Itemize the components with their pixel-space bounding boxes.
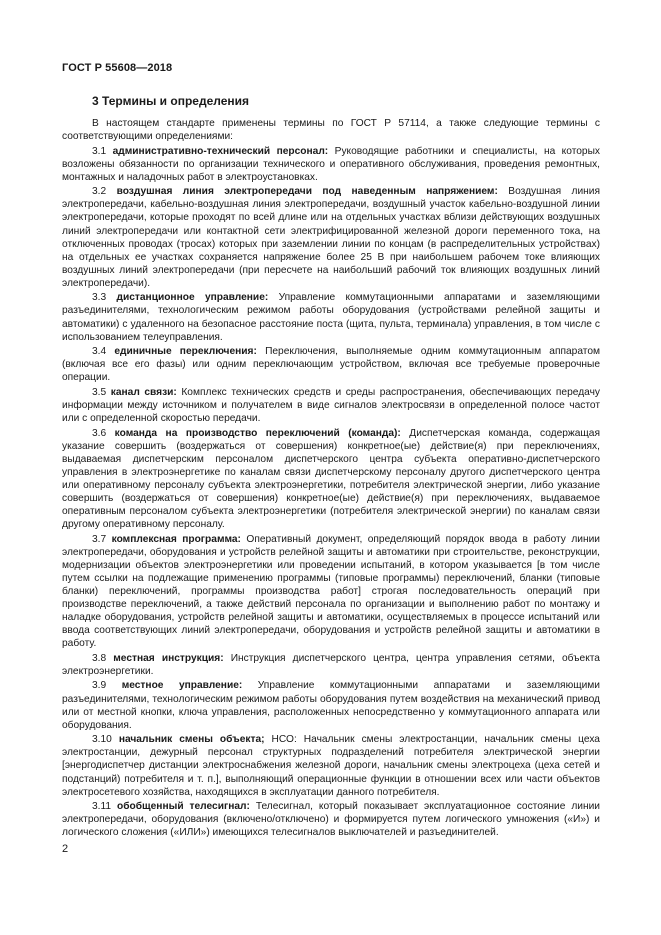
- page-number: 2: [62, 843, 69, 855]
- term-title: начальник смены объекта;: [118, 734, 265, 746]
- term-number: 3.5: [92, 386, 107, 398]
- term-definition: НСО: Начальник смены электростанции, начальник смены цеха электростанции, дежурный персонал структурных подразделений потребителя электрической энергии [энергодиспетчер дистанции электроснабжения железной дороги, начальник смены электроцеха (цеха сетей и подстанций) потребителя и т. п.], выполняющий операционные функции в отношении всех или части объектов электросетевого хозяйства, находящихся в эксплуатации данного потребителя.: [62, 734, 600, 798]
- term-title: канал связи:: [110, 386, 177, 398]
- term-title: местная инструкция:: [113, 652, 224, 664]
- term-number: 3.11: [92, 801, 112, 813]
- term-definition: Управление коммутационными аппаратами и заземляющими разъединителями, технологическим режимом работы оборудования (устройствами релейной защиты и автоматики) с удаленного на безопасное расстояние поста (щита, пульта, терминала) управления, в том числе с использованием телеуправления.: [62, 292, 600, 343]
- term-definition: Переключения, выполняемые одним коммутационным аппаратом (включая все его фазы) или одним переключающим устройством, включая все требуемые проверочные операции.: [62, 346, 600, 384]
- term-title: обобщенный телесигнал:: [117, 801, 250, 813]
- term-definition: Телесигнал, который показывает эксплуатационное состояние линии электропередачи, оборудования (включено/отключено) и формируется путем логического умножения («И») и логического сложения («ИЛИ») имеющихся телесигналов выключателей и разъединителей.: [62, 801, 600, 839]
- term-definition: Воздушная линия электропередачи, кабельно-воздушная линия электропередачи, воздушный участок кабельно-воздушной линии электропередачи, которые проходят по всей длине или на отдельных участках вблизи действующих воздушных линий электропередачи или контактной сети электрифицированной железной дороги переменного тока, на отключенных проводах (тросах) которых при заземлении линии по концам (в распределительных устройствах) на отдельных ее участках сохраняется напряжение более 25 В при наибольшем рабочем токе влияющих воздушных линий электропередачи (при пересчете на наибольший рабочий ток влияющих воздушных линий электропередачи).: [62, 186, 600, 289]
- term-number: 3.1: [92, 145, 107, 157]
- term-entry: [62, 427, 600, 532]
- term-entry: [62, 533, 600, 651]
- term-definition: Оперативный документ, определяющий порядок ввода в работу линии электропередачи, оборудования и устройств релейной защиты и автоматики при строительстве, реконструкции, модернизации объектов электроэнергетики или проведении испытаний, в котором указывается [в том числе путем ссылки на подлежащие применению программы (типовые программы) переключений, бланки (типовые бланки) переключений, программы производства работ] строгая последовательность операций при производстве переключений, а также действий персонала по организации и выполнению работ по монтажу и наладке оборудования, устройств релейной защиты и автоматики, осуществляемых в процессе испытаний или ввода соответствующих линий электропередачи, оборудования и устройств релейной защиты и автоматики в работу.: [62, 533, 600, 650]
- term-number: 3.7: [92, 533, 107, 545]
- terms-list: [62, 145, 600, 840]
- term-entry: [62, 345, 600, 384]
- term-title: местное управление:: [121, 680, 243, 692]
- term-title: дистанционное управление:: [116, 292, 269, 304]
- document-header: ГОСТ Р 55608—2018: [62, 62, 173, 74]
- term-entry: [62, 733, 600, 798]
- term-number: 3.8: [92, 652, 107, 664]
- term-number: 3.6: [92, 427, 107, 439]
- term-number: 3.10: [92, 734, 112, 746]
- term-definition: Инструкция диспетчерского центра, центра управления сетями, объекта электроэнергетики.: [62, 652, 600, 677]
- term-number: 3.4: [92, 346, 107, 358]
- term-definition: Комплекс технических средств и среды распространения, обеспечивающих передачу информации между источником и получателем в виде сигналов электросвязи в определенной полосе частот или с определенной скоростью передачи.: [62, 386, 600, 425]
- term-entry: [62, 386, 600, 425]
- term-entry: [62, 679, 600, 731]
- term-entry: [62, 800, 600, 839]
- term-definition: Управление коммутационными аппаратами и заземляющими разъединителями, технологическим режимом работы оборудования путем воздействия на механический привод или от местной кнопки, ключа управления, расположенных непосредственно у коммутационного аппарата или оборудования.: [62, 680, 600, 731]
- term-entry: [62, 145, 600, 184]
- section-title: 3 Термины и определения: [92, 94, 250, 108]
- term-entry: [62, 185, 600, 290]
- term-definition: Руководящие работники и специалисты, на которых возложены обязанности по организации технического и оперативного обслуживания, проведения ремонтных, монтажных и наладочных работ в электроустановках.: [62, 145, 600, 183]
- document-body: [62, 117, 600, 841]
- term-number: 3.2: [92, 186, 107, 198]
- term-definition: Диспетчерская команда, содержащая указание совершить (воздержаться от совершения) конкретное(ые) действие(я) при переключениях, выдаваемая диспетчерским персоналом диспетчерского центра субъекта оперативно-диспетчерского управления в электроэнергетике по каналам связи диспетчерскому персоналу другого диспетчерского центра или оперативному персоналу субъекта электроэнергетики, потребителя электрической энергии, либо указание совершить (воздержаться от совершения) конкретное(ые) действие(я) при переключениях, выдаваемое оперативным персоналом субъекта электроэнергетики (потребителя электрической энергии) по каналам связи другому оперативному персоналу.: [62, 427, 600, 531]
- term-title: команда на производство переключений (команда):: [114, 427, 401, 439]
- intro-paragraph: В настоящем стандарте применены термины по ГОСТ Р 57114, а также следующие термины с соответствующими определениями:: [62, 118, 600, 143]
- term-title: административно-технический персонал:: [112, 145, 329, 157]
- term-number: 3.3: [92, 292, 107, 304]
- term-title: комплексная программа:: [111, 533, 241, 545]
- term-entry: [62, 652, 600, 678]
- term-title: единичные переключения:: [114, 346, 257, 358]
- term-entry: [62, 291, 600, 343]
- term-number: 3.9: [92, 680, 107, 692]
- term-title: воздушная линия электропередачи под наведенным напряжением:: [116, 186, 498, 198]
